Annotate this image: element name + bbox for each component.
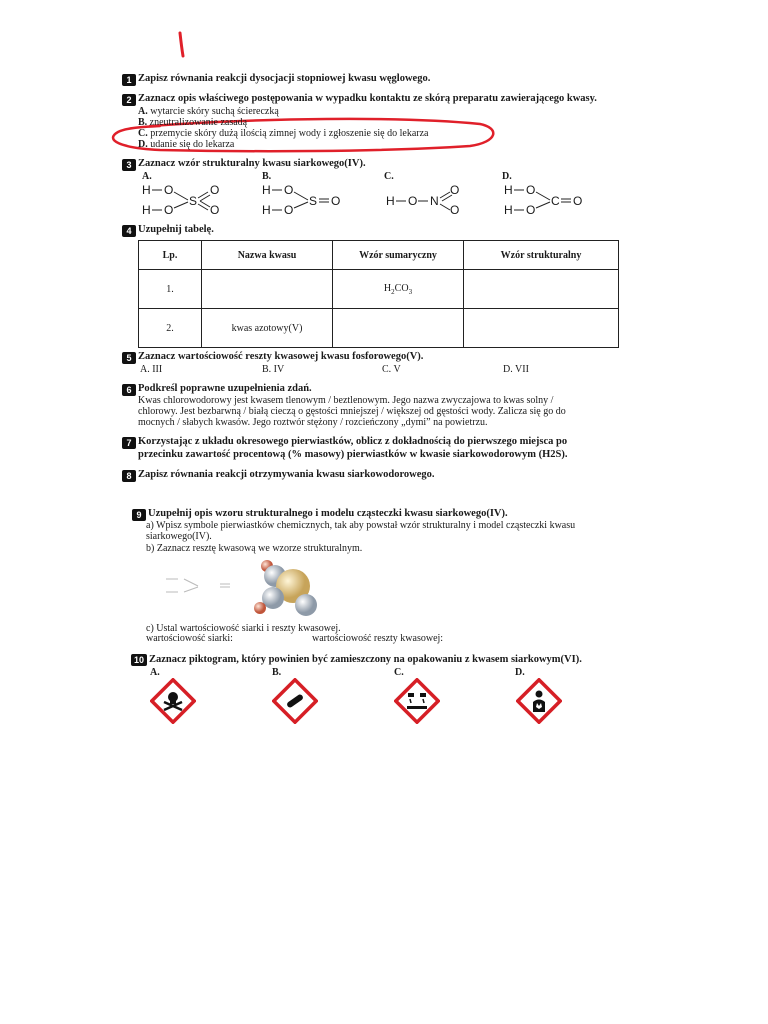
q9-molecule-model — [245, 552, 325, 622]
formula-a — [142, 183, 219, 217]
gas-cylinder-pictogram-icon — [272, 678, 318, 724]
q10-letter-d: D. — [515, 667, 525, 678]
svg-text:O: O — [526, 183, 536, 197]
cell-name: kwas azotowy(V) — [202, 309, 333, 348]
q3-letter-d: D. — [502, 171, 512, 182]
q5-option-d: D. VII — [503, 364, 529, 375]
formula-b — [262, 183, 340, 217]
q9-part-c: c) Ustal wartościowość siarki i reszty kwasowej. — [146, 623, 341, 634]
header-structure: Wzór strukturalny — [464, 241, 619, 270]
question-4-number: 4 — [122, 225, 136, 237]
svg-text:N: N — [430, 194, 439, 208]
q9-part-b: b) Zaznacz resztę kwasową we wzorze strukturalnym. — [146, 543, 363, 554]
q3-letter-c: C. — [384, 171, 394, 182]
question-6-number: 6 — [122, 384, 136, 396]
cell-name — [202, 270, 333, 309]
question-7-line-1: Korzystając z układu okresowego pierwiastków, oblicz z dokładnością do pierwszego miejsca po — [138, 436, 568, 447]
svg-text:O: O — [284, 203, 294, 217]
q9-structural-formula-blank — [148, 570, 248, 600]
svg-text:O: O — [331, 194, 341, 208]
svg-text:O: O — [210, 203, 220, 217]
header-formula: Wzór sumaryczny — [333, 241, 464, 270]
svg-text:H: H — [504, 203, 513, 217]
question-8-number: 8 — [122, 470, 136, 482]
q2-option-a: A. wytarcie skóry suchą ściereczką — [138, 106, 279, 117]
svg-text:O: O — [450, 183, 460, 197]
question-2-text: Zaznacz opis właściwego postępowania w wypadku kontaktu ze skórą preparatu zawierającego kwasy. — [138, 93, 597, 104]
q9-part-a-line-1: a) Wpisz symbole pierwiastków chemicznych, tak aby powstał wzór strukturalny i model cząsteczki kwasu — [146, 520, 576, 531]
cell-formula — [333, 270, 464, 309]
header-name: Nazwa kwasu — [202, 241, 333, 270]
question-5-number: 5 — [122, 352, 136, 364]
svg-text:O: O — [573, 194, 583, 208]
svg-text:O: O — [284, 183, 294, 197]
svg-text:O: O — [526, 203, 536, 217]
cell-lp: 2. — [139, 309, 202, 348]
formula-c — [386, 183, 459, 217]
svg-text:O: O — [450, 203, 460, 217]
q10-letter-b: B. — [272, 667, 282, 678]
svg-text:O: O — [210, 183, 220, 197]
q4-table — [138, 240, 619, 348]
svg-text:H: H — [262, 183, 271, 197]
header-lp: Lp. — [139, 241, 202, 270]
table-header-row — [139, 241, 619, 270]
table-row — [139, 309, 619, 348]
svg-text:S: S — [309, 194, 318, 208]
cell-lp: 1. — [139, 270, 202, 309]
q3-letter-b: B. — [262, 171, 272, 182]
q10-letter-c: C. — [394, 667, 404, 678]
skull-crossbones-pictogram-icon — [150, 678, 196, 724]
question-7-line-2: przecinku zawartość procentową (% masowy) pierwiastków w kwasie siarkowodorowym (H2S). — [138, 449, 568, 460]
q2-option-d: D. udanie się do lekarza — [138, 139, 235, 150]
svg-text:H: H — [504, 183, 513, 197]
table-row — [139, 270, 619, 309]
question-8-text: Zapisz równania reakcji otrzymywania kwasu siarkowodorowego. — [138, 469, 435, 480]
cell-structure — [464, 270, 619, 309]
q6-line-3: mocnych / słabych kwasów. Jego roztwór stężony / rozcieńczony „dymi” na powietrzu. — [138, 417, 488, 428]
q9-part-a-line-2: siarkowego(IV). — [146, 531, 212, 542]
q3-letter-a: A. — [142, 171, 152, 182]
q5-option-b: B. IV — [262, 364, 285, 375]
q2-option-b: B. zneutralizowanie zasadą — [138, 117, 248, 128]
svg-text:O: O — [408, 194, 418, 208]
q6-line-2: chlorowy. Jest bezbarwną / białą cieczą o gęstości mniejszej / większej od gęstości wody. Zalicza się go do — [138, 406, 566, 417]
svg-text:C: C — [551, 194, 560, 208]
q6-line-1: Kwas chlorowodorowy jest kwasem tlenowym / beztlenowym. Jego nazwa zwyczajowa to kwas solny / — [138, 395, 554, 406]
svg-text:H: H — [142, 203, 151, 217]
question-10-number: 10 — [131, 654, 147, 666]
q9-rest-valence-label: wartościowość reszty kwasowej: — [312, 633, 444, 644]
question-7-number: 7 — [122, 437, 136, 449]
svg-text:H: H — [386, 194, 395, 208]
health-hazard-pictogram-icon — [516, 678, 562, 724]
q5-option-c: C. V — [382, 364, 401, 375]
corrosion-pictogram-icon — [394, 678, 440, 724]
cell-structure — [464, 309, 619, 348]
question-6-text: Podkreśl poprawne uzupełnienia zdań. — [138, 383, 312, 394]
question-9-number: 9 — [132, 509, 146, 521]
svg-text:O: O — [164, 203, 174, 217]
svg-text:H: H — [142, 183, 151, 197]
question-4-text: Uzupełnij tabelę. — [138, 224, 214, 235]
q10-letter-a: A. — [150, 667, 160, 678]
question-5-text: Zaznacz wartościowość reszty kwasowej kwasu fosforowego(V). — [138, 351, 424, 362]
svg-text:O: O — [164, 183, 174, 197]
q5-option-a: A. III — [140, 364, 163, 375]
formula-d — [504, 183, 582, 217]
question-9-text: Uzupełnij opis wzoru strukturalnego i modelu cząsteczki kwasu siarkowego(IV). — [148, 508, 508, 519]
question-3-text: Zaznacz wzór strukturalny kwasu siarkowego(IV). — [138, 158, 366, 169]
question-2-number: 2 — [122, 94, 136, 106]
question-3-number: 3 — [122, 159, 136, 171]
cell-formula — [333, 309, 464, 348]
red-stroke-mark — [180, 33, 183, 56]
formula-h2co3: $H_2CO_3$ — [383, 282, 413, 296]
question-1-text: Zapisz równania reakcji dysocjacji stopniowej kwasu węglowego. — [138, 73, 431, 84]
svg-text:S: S — [189, 194, 198, 208]
question-10-text: Zaznacz piktogram, który powinien być zamieszczony na opakowaniu z kwasem siarkowym(VI). — [149, 654, 582, 665]
q3-structural-formulas — [138, 180, 598, 224]
question-1-number: 1 — [122, 74, 136, 86]
q9-sulfur-valence-label: wartościowość siarki: — [146, 633, 233, 644]
svg-text:H: H — [262, 203, 271, 217]
q2-option-c: C. przemycie skóry dużą ilością zimnej wody i zgłoszenie się do lekarza — [138, 128, 429, 139]
